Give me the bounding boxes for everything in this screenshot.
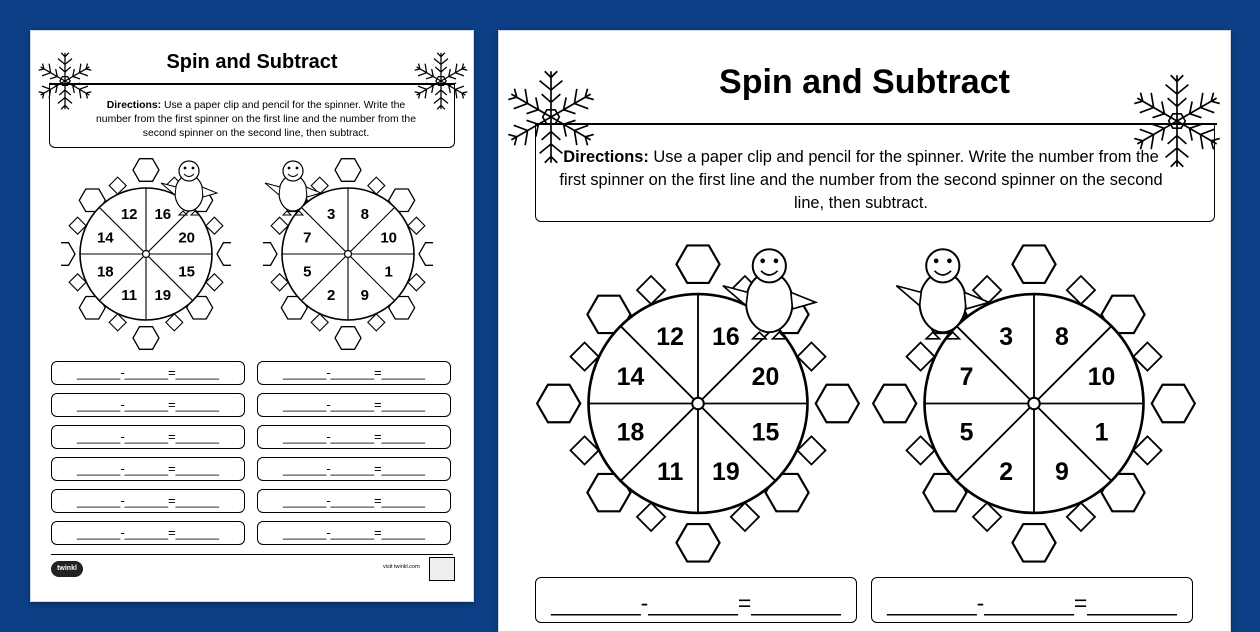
worksheet-page-small <box>30 30 474 602</box>
directions-label: Directions: <box>106 100 162 111</box>
snowflake-petal <box>263 243 277 266</box>
answer-line[interactable]: ______-______=______ <box>51 425 245 449</box>
spinner-center <box>1028 398 1040 410</box>
spinner-number: 11 <box>121 287 138 305</box>
snowflake-petal <box>133 159 159 182</box>
spinner-number: 11 <box>656 458 684 487</box>
spinner-number: 3 <box>327 205 336 223</box>
snowflake-petal <box>1012 524 1055 561</box>
spinner-number: 2 <box>999 458 1014 487</box>
answer-line[interactable]: ______-______=______ <box>51 393 245 417</box>
spinner-number: 16 <box>154 205 172 223</box>
snowflake-petal <box>1152 385 1195 422</box>
spinner-number: 10 <box>380 229 398 247</box>
snowflake-petal <box>335 159 361 182</box>
snowflake-petal <box>676 245 719 282</box>
answer-line[interactable]: ______-______=______ <box>257 361 451 385</box>
spinner-number: 16 <box>712 323 740 352</box>
spinner-center <box>692 398 704 410</box>
worksheet-page-zoomed <box>498 30 1231 632</box>
spinner-number: 1 <box>384 263 393 281</box>
spinner-number: 1 <box>1094 418 1109 447</box>
answer-line[interactable]: _______-_______=_______ <box>871 577 1193 623</box>
spinner-number: 7 <box>303 229 312 247</box>
spinner-center <box>345 251 352 258</box>
spinner-number: 12 <box>656 323 684 352</box>
spinner-number: 19 <box>154 287 172 305</box>
answer-line[interactable]: ______-______=______ <box>51 361 245 385</box>
answer-line[interactable]: ______-______=______ <box>257 425 451 449</box>
spinner-number: 8 <box>360 205 369 223</box>
snowflake-petal <box>217 243 231 266</box>
twinkl-logo-icon: twinkl <box>51 561 83 577</box>
spinner-number: 9 <box>1054 458 1069 487</box>
spinner-number: 9 <box>360 287 369 305</box>
spinner-number: 2 <box>327 287 336 305</box>
spinner-number: 5 <box>959 418 974 447</box>
spinner-number: 8 <box>1054 323 1069 352</box>
snowflake-petal <box>676 524 719 561</box>
answer-line[interactable]: ______-______=______ <box>51 457 245 481</box>
footer-badge-icon <box>429 557 455 581</box>
answer-line[interactable]: ______-______=______ <box>257 521 451 545</box>
snowflake-petal <box>61 243 75 266</box>
spinner-two <box>263 153 433 355</box>
spinner-one <box>61 153 231 355</box>
spinner-number: 5 <box>303 263 312 281</box>
footer-url: visit twinkl.com <box>383 564 420 570</box>
spinner-number: 7 <box>959 362 974 391</box>
page-title: Spin and Subtract <box>719 63 1010 101</box>
answer-line[interactable]: ______-______=______ <box>257 393 451 417</box>
directions-text <box>551 146 1171 215</box>
spinner-number: 19 <box>712 458 740 487</box>
snowflake-petal <box>419 243 433 266</box>
spinner-number: 18 <box>616 418 645 447</box>
answer-line[interactable]: ______-______=______ <box>257 489 451 513</box>
snowflake-petal <box>816 385 859 422</box>
spinner-two <box>869 236 1199 571</box>
directions-label: Directions: <box>563 148 649 166</box>
spinner-number: 14 <box>616 362 645 391</box>
spinner-number: 14 <box>96 229 114 247</box>
spinner-number: 12 <box>120 205 138 223</box>
spinner-number: 10 <box>1087 362 1116 391</box>
spinner-number: 15 <box>178 263 196 281</box>
page-title: Spin and Subtract <box>166 51 338 73</box>
snowflake-petal <box>537 385 580 422</box>
snowflake-petal <box>335 327 361 350</box>
directions-text <box>91 99 421 141</box>
spinner-number: 3 <box>999 323 1014 352</box>
directions-body: Use a paper clip and pencil for the spinner. Write the number from the first spinner on the first line and the number from the second spinner on the second line, then subtract. <box>559 148 1163 212</box>
snowflake-petal <box>1012 245 1055 282</box>
spinner-number: 15 <box>751 418 780 447</box>
footer-rule <box>51 554 453 555</box>
spinner-number: 18 <box>96 263 114 281</box>
spinner-number: 20 <box>751 362 780 391</box>
spinner-center <box>143 251 150 258</box>
snowflake-petal <box>873 385 916 422</box>
directions-body: Use a paper clip and pencil for the spinner. Write the number from the first spinner on the first line and the number from the second spinner on the second line, then subtract. <box>96 100 416 139</box>
spinner-one <box>533 236 863 571</box>
answer-line[interactable]: _______-_______=_______ <box>535 577 857 623</box>
answer-line[interactable]: ______-______=______ <box>51 489 245 513</box>
answer-line[interactable]: ______-______=______ <box>51 521 245 545</box>
answer-line[interactable]: ______-______=______ <box>257 457 451 481</box>
spinner-number: 20 <box>178 229 196 247</box>
snowflake-petal <box>133 327 159 350</box>
